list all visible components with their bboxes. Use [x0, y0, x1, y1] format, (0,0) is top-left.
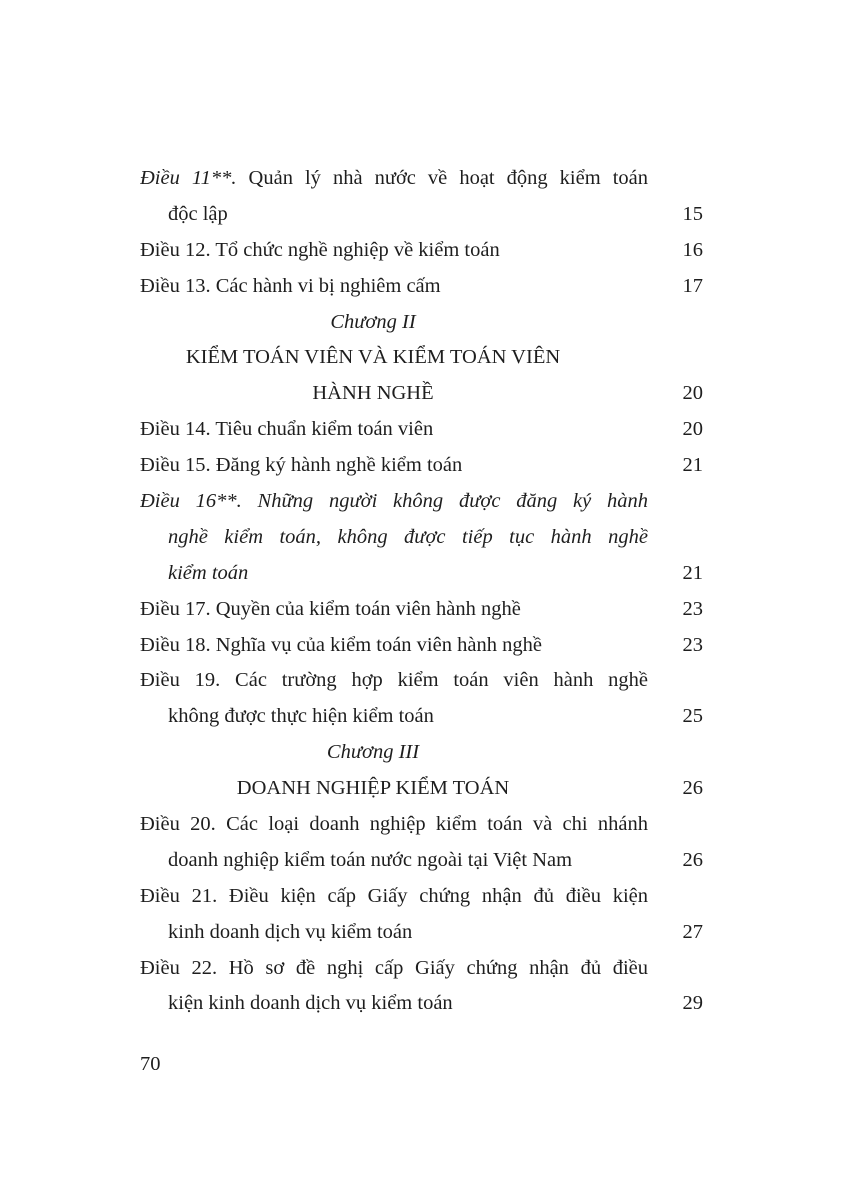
- page-ref: 16: [682, 238, 703, 261]
- page-ref: 25: [682, 705, 703, 728]
- toc-text-segment: Chương II: [330, 310, 416, 333]
- toc-text-segment: Điều 15. Đăng ký hành nghề kiểm toán: [140, 454, 463, 477]
- toc-line-text: [140, 269, 648, 305]
- toc-text-segment: nghề kiểm toán, không được tiếp tục hành nghề: [168, 525, 648, 548]
- toc-line-text: [140, 843, 648, 879]
- toc-text-segment: kiểm toán: [168, 561, 249, 584]
- toc-line-text: [140, 484, 648, 520]
- toc-entry-line: [140, 269, 703, 305]
- toc-entry-line: [140, 448, 703, 484]
- toc-text-segment: DOANH NGHIỆP KIỂM TOÁN: [236, 777, 510, 800]
- toc-entry-line: [140, 556, 703, 592]
- toc-entry-line: [140, 663, 703, 699]
- toc-text-segment: không được thực hiện kiểm toán: [168, 705, 434, 728]
- toc-text-segment: doanh nghiệp kiểm toán nước ngoài tại Việt Nam: [168, 848, 573, 871]
- toc-text-segment: Điều 11**.: [140, 167, 237, 189]
- toc-entry-line: [140, 628, 703, 664]
- toc-line-text: [140, 986, 648, 1022]
- toc-text-segment: Chương III: [326, 741, 420, 764]
- toc-line-text: [140, 735, 648, 771]
- chapter-heading-line: [140, 376, 703, 412]
- toc-text-segment: Điều 14. Tiêu chuẩn kiểm toán viên: [140, 418, 434, 441]
- toc-line-text: [140, 412, 648, 448]
- toc: [140, 161, 703, 1022]
- toc-line-text: [140, 340, 648, 376]
- toc-line-text: [140, 771, 648, 807]
- chapter-heading-line: [140, 305, 703, 341]
- page-ref: 29: [682, 992, 703, 1015]
- toc-line-text: [140, 376, 648, 412]
- chapter-heading-line: [140, 771, 703, 807]
- toc-text-segment: Điều 22. Hồ sơ đề nghị cấp Giấy chứng nhận đủ điều: [140, 956, 648, 979]
- toc-line-text: [140, 879, 648, 915]
- toc-line-text: [140, 556, 648, 592]
- toc-text-segment: Điều 12. Tổ chức nghề nghiệp về kiểm toán: [140, 238, 500, 261]
- toc-text-segment: độc lập: [168, 202, 228, 225]
- toc-line-text: [140, 305, 648, 341]
- toc-entry-line: [140, 197, 703, 233]
- toc-line-text: [140, 592, 648, 628]
- toc-text-segment: kinh doanh dịch vụ kiểm toán: [168, 920, 413, 943]
- toc-line-text: [140, 807, 648, 843]
- toc-entry-line: [140, 233, 703, 269]
- toc-line-text: [140, 233, 648, 269]
- toc-line-text: [140, 197, 648, 233]
- toc-entry-line: [140, 951, 703, 987]
- toc-text-segment: HÀNH NGHỀ: [312, 382, 434, 405]
- toc-text-segment: Điều 17. Quyền của kiểm toán viên hành nghề: [140, 597, 521, 620]
- toc-entry-line: [140, 412, 703, 448]
- page-ref: 26: [682, 777, 703, 800]
- toc-entry-line: [140, 807, 703, 843]
- toc-line-text: [140, 520, 648, 556]
- page-ref: 21: [682, 561, 703, 584]
- page-ref: 23: [682, 597, 703, 620]
- toc-entry-line: [140, 879, 703, 915]
- toc-line-text: [140, 161, 648, 197]
- page-ref: 20: [682, 418, 703, 441]
- page-ref: 15: [682, 202, 703, 225]
- chapter-heading-line: [140, 340, 703, 376]
- page-ref: 26: [682, 848, 703, 871]
- toc-entry-line: [140, 520, 703, 556]
- toc-entry-line: [140, 986, 703, 1022]
- toc-line-text: [140, 915, 648, 951]
- toc-line-text: [140, 699, 648, 735]
- toc-entry-line: [140, 915, 703, 951]
- toc-line-text: [140, 663, 648, 699]
- toc-text-segment: Quản lý nhà nước về hoạt động kiểm toán: [236, 167, 648, 189]
- toc-text-segment: Điều 13. Các hành vi bị nghiêm cấm: [140, 274, 441, 297]
- toc-entry-line: [140, 843, 703, 879]
- toc-text-segment: Điều 18. Nghĩa vụ của kiểm toán viên hành nghề: [140, 633, 542, 656]
- page-ref: 23: [682, 633, 703, 656]
- toc-entry-line: [140, 699, 703, 735]
- page-ref: 21: [682, 454, 703, 477]
- toc-text-segment: KIỂM TOÁN VIÊN VÀ KIỂM TOÁN VIÊN: [185, 346, 561, 369]
- toc-text-segment: Điều 20. Các loại doanh nghiệp kiểm toán và chi nhánh: [140, 813, 648, 836]
- toc-text-segment: Điều 16**. Những người không được đăng ký hành: [140, 490, 648, 513]
- toc-text-segment: Điều 21. Điều kiện cấp Giấy chứng nhận đủ điều kiện: [140, 884, 648, 907]
- toc-line-text: [140, 628, 648, 664]
- toc-entry-line: [140, 484, 703, 520]
- page-ref: 27: [682, 920, 703, 943]
- toc-entry-line: [140, 161, 703, 197]
- page-ref: 20: [682, 382, 703, 405]
- toc-text-segment: Điều 19. Các trường hợp kiểm toán viên hành nghề: [140, 669, 648, 692]
- toc-entry-line: [140, 592, 703, 628]
- toc-line-text: [140, 951, 648, 987]
- footer-page-number: 70: [140, 1053, 161, 1075]
- chapter-heading-line: [140, 735, 703, 771]
- toc-line-text: [140, 448, 648, 484]
- page-ref: 17: [682, 274, 703, 297]
- toc-text-segment: kiện kinh doanh dịch vụ kiểm toán: [168, 992, 453, 1015]
